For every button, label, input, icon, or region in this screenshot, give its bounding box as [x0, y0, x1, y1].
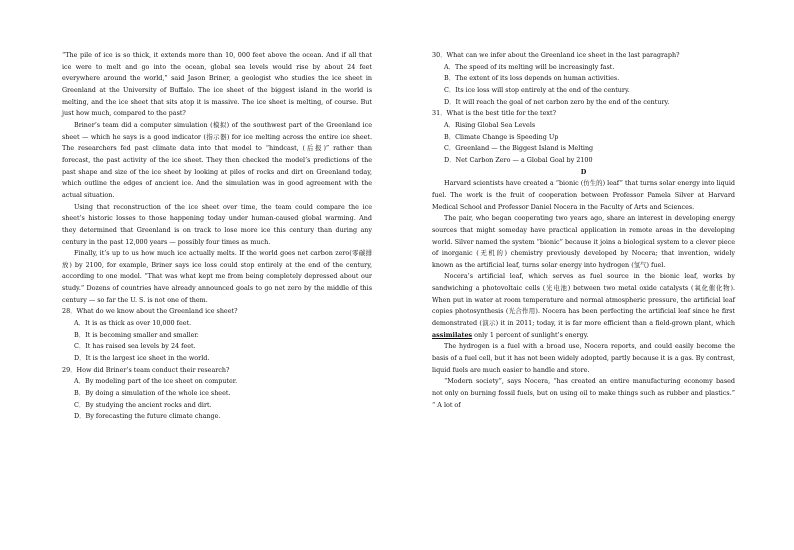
- question-31: [432, 108, 735, 166]
- passage-c-paragraph-1: “The pile of ice is so thick, it extends more than 10, 000 feet above the ocean. And if all that ice were to melt and go into the ocean, global sea levels would rise by about 24 feet everywhere around the world,” said Jason Briner, a geologist who studies the ice sheet in Greenland at the University of Buffalo. The ice sheet of the biggest island in the world is melting, and the ice sheet that sits atop it is massive. The ice sheet is melting, of course. But just how much, compared to the past?: [62, 51, 372, 118]
- question-stem: 29．How did Briner’s team conduct their research?: [62, 365, 230, 374]
- option-a: A．It is as thick as over 10,000 feet.: [74, 319, 192, 328]
- passage-d-paragraph-5: “Modern society”, says Nocera, “has created an entire manufacturing economy based not only on burning fossil fuels, but on using oil to make things such as rubber and plastics.” “ A lot of: [432, 377, 735, 409]
- passage-d-heading: D: [580, 167, 587, 176]
- option-d: D．By forecasting the future climate change.: [74, 412, 221, 421]
- question-29: [62, 365, 372, 423]
- option-d: D．Net Carbon Zero — a Global Goal by 2100: [444, 155, 593, 164]
- paragraph-3-text-before: Nocera’s artificial leaf, which serves as fuel source in the bionic leaf, works by sandwiching a photovoltaic cells (光电池) between two metal oxide catalysts (氧化催化物). When put in water at room temperature and normal atmospheric pressure, the artificial leaf copies photosynthesis (光合作用). Nocera has been perfecting the artificial leaf since he first demonstrated (演示) it in 2011; today, it is far more efficient than a field-grown plant, which: [432, 272, 735, 328]
- option-b: B．The extent of its loss depends on human activities.: [444, 74, 620, 83]
- passage-c-paragraph-2: Briner’s team did a computer simulation (模拟) of the southwest part of the Greenland ice sheet — which he says is a good indicator (指示器) for ice melting across the entire ice sheet. The researchers fed past climate data into that model to “hindcast, (后报)” rather than forecast, the past activity of the ice sheet. They then checked the model’s predictions of the past shape and size of the ice sheet by looking at piles of rocks and dirt on Greenland today, which outline the edges of ancient ice. And the simulation was in good agreement with the actual situation.: [62, 120, 372, 199]
- option-c: C．By studying the ancient rocks and dirt.: [74, 400, 212, 409]
- passage-d-paragraph-1: Harvard scientists have created a “bionic (仿生的) leaf” that turns solar energy into liquid fuel. The work is the fruit of cooperation between Professor Pamela Silver at Harvard Medical School and Professor Daniel Nocera in the Faculty of Arts and Sciences.: [432, 179, 735, 211]
- passage-c-paragraph-3: Using that reconstruction of the ice sheet over time, the team could compare the ice sheet’s historic losses to those happening today under human-caused global warming. And they determined that Greenland is on track to lose more ice this century than during any century in the past 12,000 years — possibly four times as much.: [62, 202, 372, 246]
- passage-d-paragraph-4: The hydrogen is a fuel with a broad use, Nocera reports, and could easily become the basis of a fuel cell, but it has not been widely adopted, partly because it is a gas. By contrast, liquid fuels are much easier to handle and store.: [432, 342, 735, 374]
- option-d: D．It will reach the goal of net carbon zero by the end of the century.: [444, 97, 670, 106]
- paragraph-3-text-after: only 1 percent of sunlight’s energy.: [472, 330, 589, 339]
- question-stem: 28．What do we know about the Greenland ice sheet?: [62, 307, 238, 316]
- option-a: A．By modeling part of the ice sheet on computer.: [74, 377, 238, 386]
- question-stem: 31．What is the best title for the text?: [432, 109, 557, 118]
- option-d: D．It is the largest ice sheet in the world.: [74, 354, 210, 363]
- option-c: C．It has raised sea levels by 24 feet.: [74, 342, 196, 351]
- option-b: B．It is becoming smaller and smaller.: [74, 330, 199, 339]
- underlined-keyword: assimilates: [432, 330, 473, 339]
- passage-d-paragraph-3: [432, 271, 735, 341]
- option-a: A．The speed of its melting will be increasingly fast.: [444, 62, 615, 71]
- option-c: C．Greenland — the Biggest Island is Melting: [444, 144, 594, 153]
- option-c: C．Its ice loss will stop entirely at the end of the century.: [444, 85, 630, 94]
- question-stem: 30．What can we infer about the Greenland ice sheet in the last paragraph?: [432, 51, 680, 59]
- option-b: B．By doing a simulation of the whole ice sheet.: [74, 389, 231, 398]
- option-a: A．Rising Global Sea Levels: [444, 120, 536, 129]
- left-column: [62, 50, 372, 423]
- option-b: B．Climate Change is Speeding Up: [444, 132, 559, 141]
- right-column: [432, 50, 735, 411]
- passage-c-paragraph-4: Finally, it’s up to us how much ice actually melts. If the world goes net carbon zero(零碳排放) by 2100, for example, Briner says ice loss could stop entirely at the end of the century, according to one model. “That was what kept me from being completely depressed about our study.” Dozens of countries have already announced goals to go net zero by the middle of this century — so far the U. S. is not one of them.: [62, 249, 372, 304]
- passage-d-paragraph-2: The pair, who began cooperating two years ago, share an interest in developing energy sources that might someday have practical application in remote areas in the developing world. Silver named the system “bionic” because it joins a biological system to a clever piece of inorganic (无机的) chemistry previously developed by Nocera; that invention, widely known as the artificial leaf, turns solar energy into hydrogen (氢气) fuel.: [432, 214, 735, 269]
- question-30: [432, 50, 735, 108]
- question-28: [62, 306, 372, 364]
